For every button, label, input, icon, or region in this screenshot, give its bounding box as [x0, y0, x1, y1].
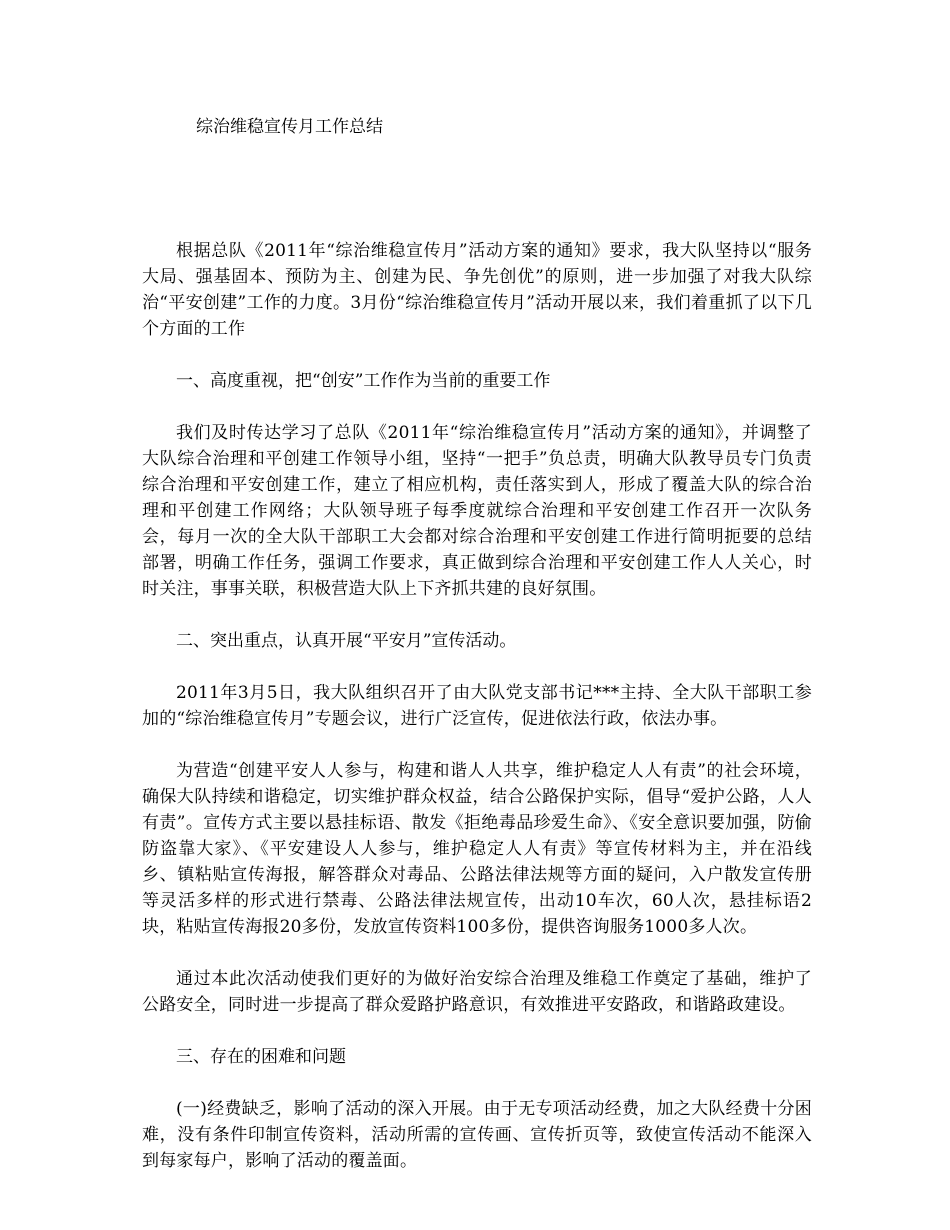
section-heading-3: 三、存在的困难和问题 [176, 1047, 346, 1067]
section-2-paragraph-3: 通过本此次活动使我们更好的为做好治安综合治理及维稳工作奠定了基础，维护了公路安全，同时进一步提高了群众爱路护路意识，有效推进平安路政，和谐路政建设。 [142, 969, 812, 1015]
section-heading-1: 一、高度重视，把“创安”工作作为当前的重要工作 [176, 371, 551, 391]
section-2-paragraph-1: 2011年3月5日，我大队组织召开了由大队党支部书记***主持、全大队干部职工参加的“综治维稳宣传月”专题会议，进行广泛宣传，促进依法行政，依法办事。 [142, 683, 812, 729]
document-body [142, 238, 812, 1174]
intro-paragraph: 根据总队《2011年“综治维稳宣传月”活动方案的通知》要求，我大队坚持以“服务大局、强基固本、预防为主、创建为民、争先创优”的原则，进一步加强了对我大队综治“平安创建”工作的力度。3月份“综治维稳宣传月”活动开展以来，我们着重抓了以下几个方面的工作 [142, 241, 812, 339]
document-title: 综治维稳宣传月工作总结 [196, 117, 383, 137]
section-2-paragraph-2: 为营造“创建平安人人参与，构建和谐人人共享，维护稳定人人有责”的社会环境，确保大队持续和谐稳定，切实维护群众权益，结合公路保护实际，倡导“爱护公路，人人有责”。宣传方式主要以悬挂标语、散发《拒绝毒品珍爱生命》、《安全意识要加强，防偷防盗靠大家》、《平安建设人人参与，维护稳定人人有责》等宣传材料为主，并在沿线乡、镇粘贴宣传海报，解答群众对毒品、公路法律法规等方面的疑问，入户散发宣传册等灵活多样的形式进行禁毒、公路法律法规宣传，出动10车次，60人次，悬挂标语2块，粘贴宣传海报20多份，发放宣传资料100多份，提供咨询服务1000多人次。 [142, 761, 812, 937]
section-1-paragraph: 我们及时传达学习了总队《2011年“综治维稳宣传月”活动方案的通知》，并调整了大队综合治理和平创建工作领导小组，坚持“一把手”负总责，明确大队教导员专门负责综合治理和平安创建工作，建立了相应机构，责任落实到人，形成了覆盖大队的综合治理和平创建工作网络；大队领导班子每季度就综合治理和平安创建工作召开一次队务会，每月一次的全大队干部职工大会都对综合治理和平安创建工作进行简明扼要的总结部署，明确工作任务，强调工作要求，真正做到综合治理和平安创建工作人人关心，时时关注，事事关联，积极营造大队上下齐抓共建的良好氛围。 [142, 423, 812, 599]
section-heading-2: 二、突出重点，认真开展“平安月”宣传活动。 [176, 631, 517, 651]
section-3-paragraph-1: (一)经费缺乏，影响了活动的深入开展。由于无专项活动经费，加之大队经费十分困难，没有条件印制宣传资料，活动所需的宣传画、宣传折页等，致使宣传活动不能深入到每家每户，影响了活动的覆盖面。 [142, 1099, 812, 1171]
